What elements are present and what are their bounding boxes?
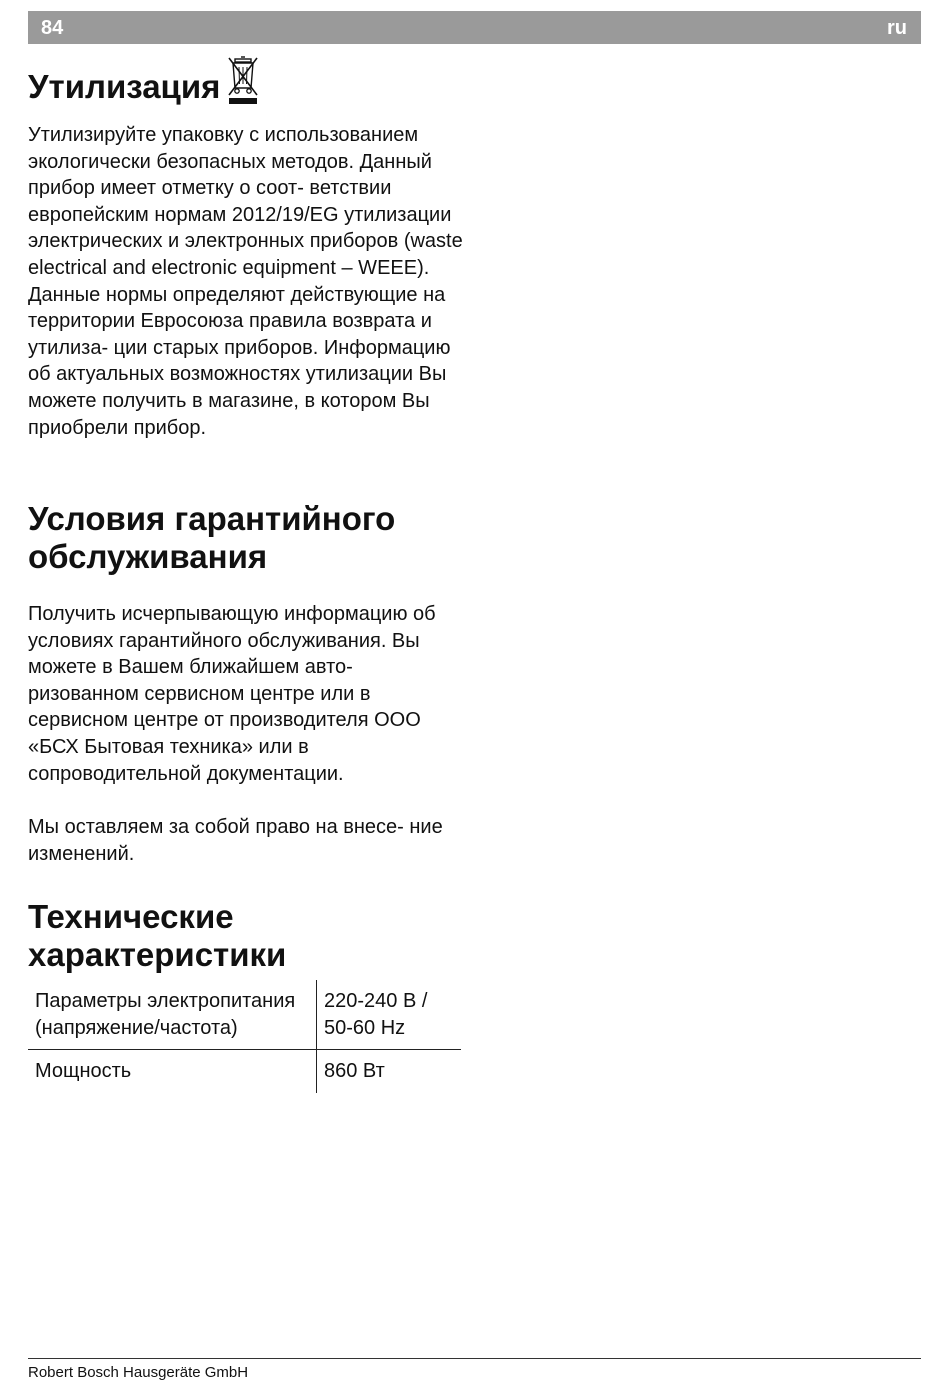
spec-value: 220-240 В / 50-60 Hz (317, 980, 462, 1050)
changes-notice: Мы оставляем за собой право на внесе- ние изменений. (28, 816, 443, 865)
specs-table (28, 980, 461, 1093)
warranty-text: Получить исчерпывающую информацию об условиях гарантийного обслуживания. Вы можете в Вашем ближайшем авто- ризованном сервисном центре или в сервисном центре от производителя ООО «БСХ Бытовая техника» или в сопроводительной документации. (28, 603, 436, 785)
disposal-section (28, 60, 468, 106)
spec-value: 860 Вт (324, 1060, 385, 1083)
language-code: ru (887, 17, 907, 39)
crossed-out-wheeled-bin-icon (226, 54, 260, 106)
footer-company: Robert Bosch Hausgeräte GmbH (28, 1364, 249, 1381)
table-row (28, 980, 461, 1050)
disposal-title: Утилизация (28, 68, 221, 105)
table-row (28, 1050, 461, 1093)
spec-label: Мощность (28, 1050, 317, 1093)
spec-label: Параметры электропитания (напряжение/частота) (28, 980, 317, 1050)
warranty-title: Условия гарантийного обслуживания (28, 500, 396, 575)
header-bar (28, 11, 921, 44)
specs-title: Технические характеристики (28, 898, 287, 973)
footer-divider (28, 1358, 921, 1359)
disposal-text: Утилизируйте упаковку с использованием экологически безопасных методов. Данный прибор имеет отметку о соот- ветствии европейским нормам 2012/19/EG утилизации электрических и электронных приборов (waste electrical and electronic equipment – WEEE). Данные нормы определяют действующие на территории Евросоюза правила возврата и утилиза- ции старых приборов. Информацию об актуальных возможностях утилизации Вы можете получить в магазине, в котором Вы приобрели прибор. (28, 124, 463, 439)
page-number: 84 (41, 17, 64, 39)
